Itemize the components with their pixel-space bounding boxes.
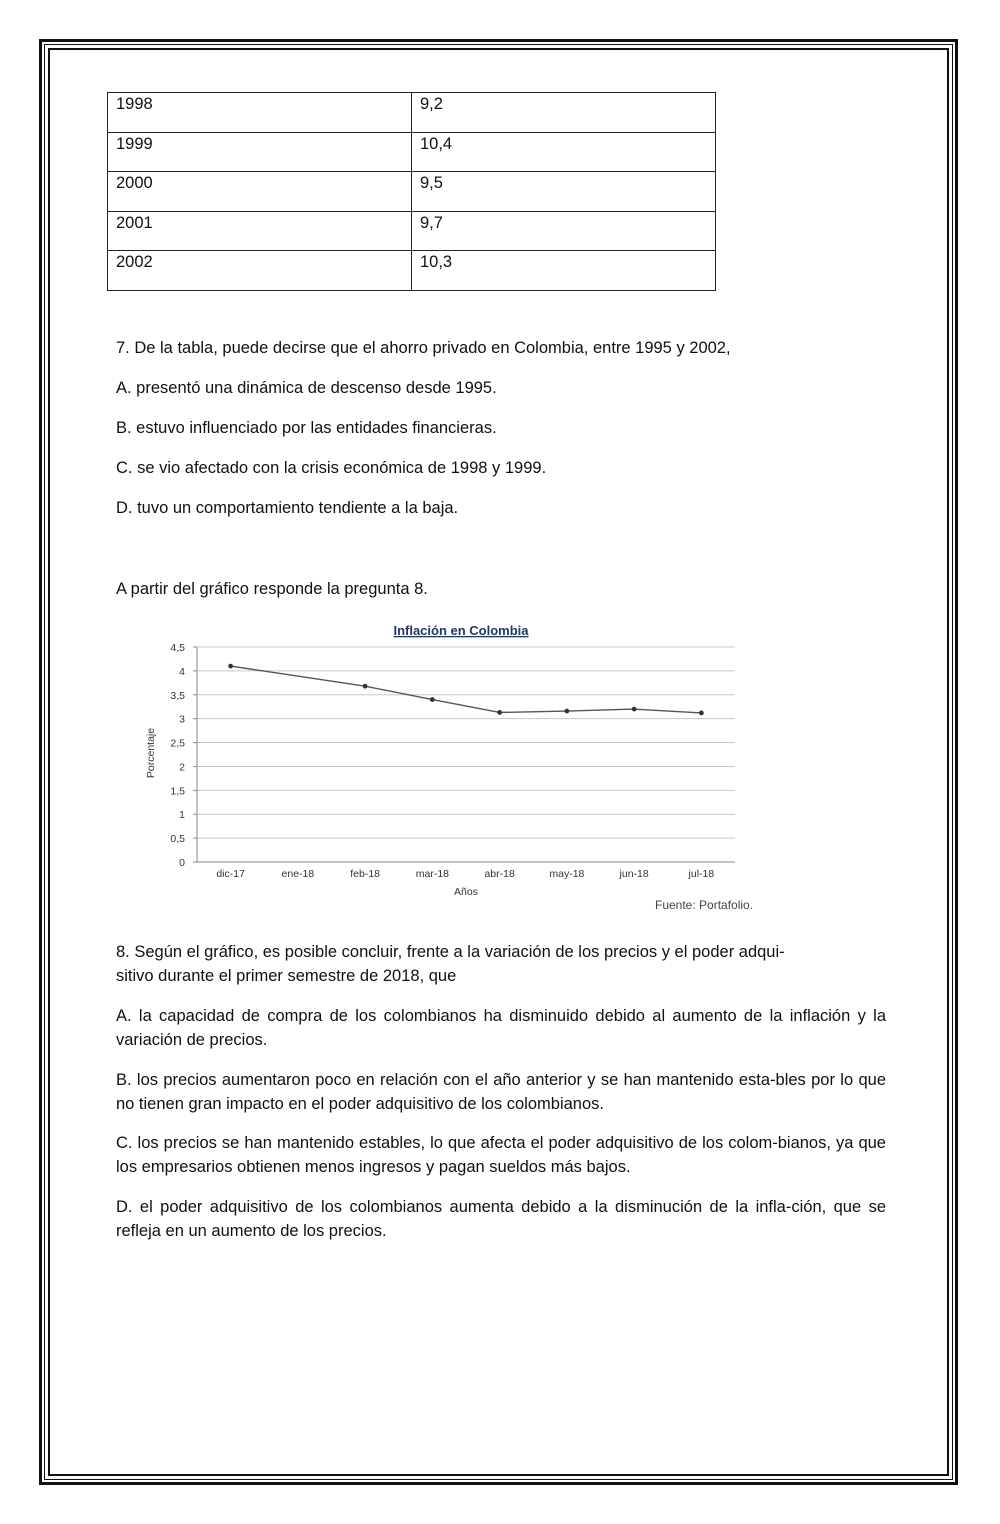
y-tick-label: 2,5	[170, 737, 185, 750]
question-7-option-c[interactable]: C. se vio afectado con la crisis económica de 1998 y 1999.	[116, 459, 547, 477]
x-tick-label: jul-18	[688, 868, 715, 880]
question-7-option-d[interactable]: D. tuvo un comportamiento tendiente a la baja.	[116, 499, 459, 517]
question-8-option-c[interactable]: C. los precios se han mantenido estables, lo que afecta el poder adquisitivo de los colom-bianos, ya que los empresarios obtienen menos ingresos y pagan sueldos más bajos.	[116, 1134, 886, 1176]
x-tick-label: mar-18	[415, 868, 450, 880]
question-7-stem: 7. De la tabla, puede decirse que el ahorro privado en Colombia, entre 1995 y 2002,	[116, 339, 731, 357]
chart-source: Fuente: Portafolio.	[655, 898, 754, 912]
data-point	[699, 711, 704, 716]
table-cell-value: 9,2	[412, 93, 716, 133]
table-row	[108, 251, 716, 291]
y-tick-label: 3	[179, 713, 185, 726]
x-tick-label: dic-17	[216, 868, 245, 880]
table-cell-value: 10,3	[412, 251, 716, 291]
data-point	[430, 697, 435, 702]
table-cell-year: 1998	[108, 93, 412, 133]
x-tick-label: abr-18	[484, 868, 515, 880]
y-tick-label: 0,5	[170, 833, 185, 846]
y-tick-label: 1,5	[170, 785, 185, 798]
y-tick-label: 2	[179, 761, 185, 774]
data-point	[228, 664, 233, 669]
question-8-stem-line-2: sitivo durante el primer semestre de 2018, que	[116, 966, 457, 985]
y-tick-label: 0	[179, 857, 185, 869]
y-axis-label: Porcentaje	[145, 727, 157, 779]
data-point	[564, 709, 569, 714]
inflation-line-chart	[140, 612, 760, 902]
table-row	[108, 132, 716, 172]
table-cell-year: 2002	[108, 251, 412, 291]
question-8-option-b[interactable]: B. los precios aumentaron poco en relación con el año anterior y se han mantenido esta-bles por lo que no tienen gran impacto en el poder adquisitivo de los colombianos.	[116, 1071, 886, 1113]
question-7-option-a[interactable]: A. presentó una dinámica de descenso desde 1995.	[116, 379, 497, 397]
x-axis-label: Años	[454, 886, 478, 898]
y-tick-label: 1	[179, 809, 185, 822]
table-cell-year: 2000	[108, 172, 412, 212]
table-row	[108, 211, 716, 251]
question-8-stem	[116, 941, 886, 988]
x-tick-label: jun-18	[619, 868, 649, 880]
question-8-intro: A partir del gráfico responde la pregunta 8.	[116, 580, 428, 598]
savings-table	[107, 92, 716, 291]
question-7-option-b[interactable]: B. estuvo influenciado por las entidades financieras.	[116, 419, 497, 437]
x-tick-label: ene-18	[281, 868, 315, 880]
x-tick-label: may-18	[549, 868, 585, 880]
question-8-option-d[interactable]: D. el poder adquisitivo de los colombianos aumenta debido a la disminución de la infla-ción, que se refleja en un aumento de los precios.	[116, 1198, 886, 1240]
table-cell-year: 2001	[108, 211, 412, 251]
data-point	[363, 684, 368, 689]
table-cell-value: 9,5	[412, 172, 716, 212]
y-tick-label: 4,5	[170, 642, 185, 654]
data-point	[632, 707, 637, 712]
table-row	[108, 172, 716, 212]
chart-title: Inflación en Colombia	[393, 623, 529, 638]
table-row	[108, 93, 716, 133]
data-point	[497, 710, 502, 715]
question-8-option-a[interactable]: A. la capacidad de compra de los colombianos ha disminuido debido al aumento de la inflación y la variación de precios.	[116, 1007, 886, 1049]
x-tick-label: feb-18	[350, 868, 381, 880]
table-cell-value: 9,7	[412, 211, 716, 251]
table-cell-value: 10,4	[412, 132, 716, 172]
y-tick-label: 4	[179, 665, 185, 678]
question-8-stem-line-1: 8. Según el gráfico, es posible concluir, frente a la variación de los precios y el poder adqui-	[116, 943, 785, 961]
table-cell-year: 1999	[108, 132, 412, 172]
series-line	[231, 666, 702, 713]
y-tick-label: 3,5	[170, 689, 185, 702]
